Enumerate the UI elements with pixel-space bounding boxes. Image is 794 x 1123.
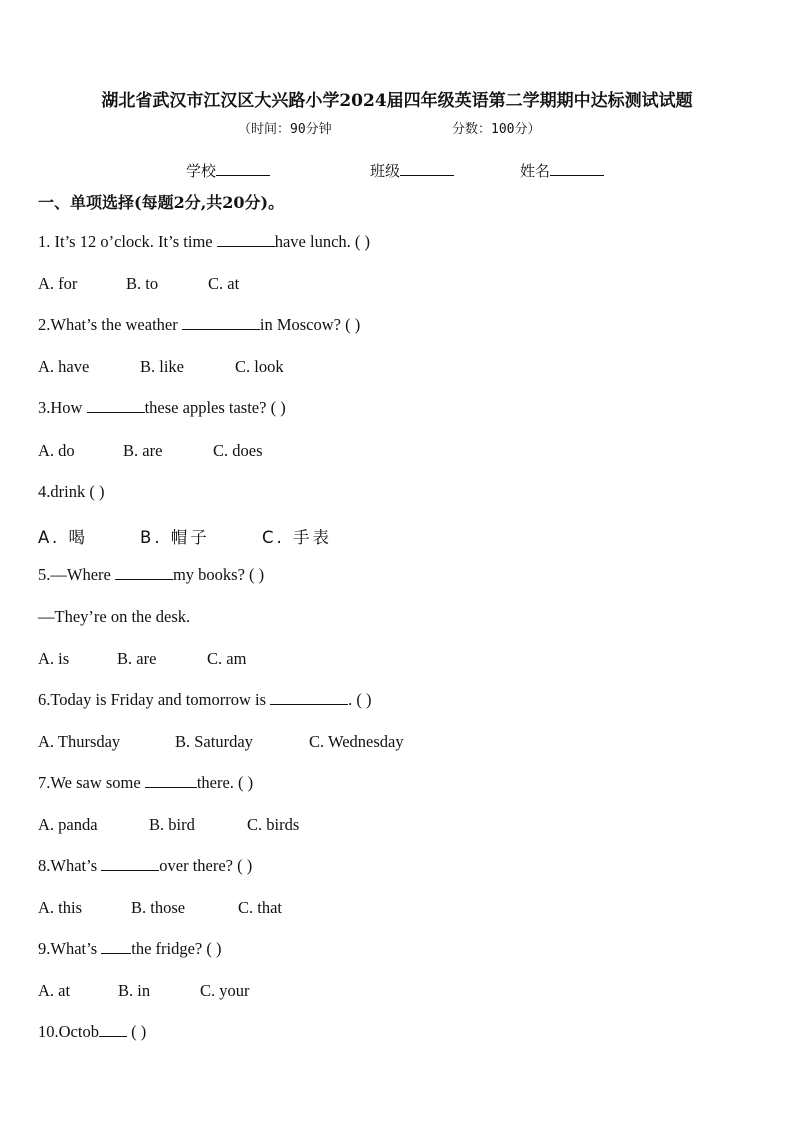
answer-blank xyxy=(101,856,159,871)
question-8 xyxy=(38,856,252,876)
option-c: C. your xyxy=(200,981,250,1000)
question-text: 6.Today is Friday and tomorrow is xyxy=(38,690,271,709)
option-a: A. at xyxy=(38,981,71,1000)
class-blank xyxy=(400,161,454,176)
option-b: B. like xyxy=(140,357,184,376)
option-b: B. are xyxy=(123,441,163,460)
option-a: A. for xyxy=(38,274,78,293)
answer-blank xyxy=(270,690,348,705)
question-text: have lunch. ( ) xyxy=(274,232,371,251)
question-text: the fridge? ( ) xyxy=(131,939,222,958)
name-field xyxy=(520,160,604,181)
question-text: . ( ) xyxy=(348,690,372,709)
question-5-reply: —They’re on the desk. xyxy=(38,607,191,626)
name-blank xyxy=(550,161,604,176)
option-a: A. have xyxy=(38,357,90,376)
class-label: 班级 xyxy=(370,162,401,180)
option-a: A. this xyxy=(38,898,83,917)
question-5 xyxy=(38,565,264,585)
question-text: 4.drink ( ) xyxy=(38,482,105,501)
option-c: C. look xyxy=(235,357,284,376)
question-text: over there? ( ) xyxy=(159,856,253,875)
page-title: 湖北省武汉市江汉区大兴路小学2024届四年级英语第二学期期中达标测试试题 xyxy=(101,91,693,111)
question-3 xyxy=(38,398,286,418)
answer-blank xyxy=(115,565,173,580)
option-b: B. are xyxy=(117,649,157,668)
option-c: C. 手表 xyxy=(262,528,333,547)
question-2 xyxy=(38,315,360,335)
answer-blank xyxy=(87,398,145,413)
school-label: 学校 xyxy=(186,162,217,180)
option-a: A. 喝 xyxy=(38,528,88,547)
answer-blank xyxy=(217,232,275,247)
question-text: 2.What’s the weather xyxy=(38,315,182,334)
question-text: 8.What’s xyxy=(38,856,102,875)
section-title: 一、单项选择(每题2分,共20分)。 xyxy=(38,193,285,212)
option-a: A. do xyxy=(38,441,75,460)
exam-score: 分数：100分） xyxy=(452,122,541,137)
question-9 xyxy=(38,939,222,959)
option-b: B. to xyxy=(126,274,159,293)
question-text: 7.We saw some xyxy=(38,773,145,792)
school-blank xyxy=(216,161,270,176)
school-field xyxy=(186,160,270,181)
option-c: C. Wednesday xyxy=(309,732,404,751)
question-text: in Moscow? ( ) xyxy=(259,315,361,334)
exam-time: （时间：90分钟 xyxy=(238,122,332,137)
question-text: 10.Octob xyxy=(38,1022,99,1041)
name-label: 姓名 xyxy=(520,162,551,180)
question-text: there. ( ) xyxy=(196,773,254,792)
question-text: these apples taste? ( ) xyxy=(144,398,286,417)
option-c: C. am xyxy=(207,649,247,668)
answer-blank xyxy=(101,939,131,954)
option-a: A. panda xyxy=(38,815,98,834)
question-text: 1. It’s 12 o’clock. It’s time xyxy=(38,232,217,251)
option-b: B. those xyxy=(131,898,186,917)
option-a: A. Thursday xyxy=(38,732,121,751)
question-10 xyxy=(38,1022,146,1042)
option-c: C. does xyxy=(213,441,263,460)
class-field xyxy=(370,160,454,181)
question-text: 5.—Where xyxy=(38,565,115,584)
question-text: ( ) xyxy=(126,1022,147,1041)
question-text: 9.What’s xyxy=(38,939,102,958)
option-c: C. birds xyxy=(247,815,300,834)
option-c: C. at xyxy=(208,274,240,293)
option-c: C. that xyxy=(238,898,282,917)
answer-blank xyxy=(99,1022,127,1037)
option-a: A. is xyxy=(38,649,70,668)
answer-blank xyxy=(145,773,197,788)
question-text: my books? ( ) xyxy=(172,565,265,584)
question-text: 3.How xyxy=(38,398,87,417)
option-b: B. 帽子 xyxy=(140,528,210,547)
question-7 xyxy=(38,773,253,793)
question-6 xyxy=(38,690,372,710)
option-b: B. bird xyxy=(149,815,195,834)
question-4 xyxy=(38,482,104,502)
question-1 xyxy=(38,232,370,252)
option-b: B. Saturday xyxy=(175,732,253,751)
option-b: B. in xyxy=(118,981,151,1000)
answer-blank xyxy=(182,315,260,330)
